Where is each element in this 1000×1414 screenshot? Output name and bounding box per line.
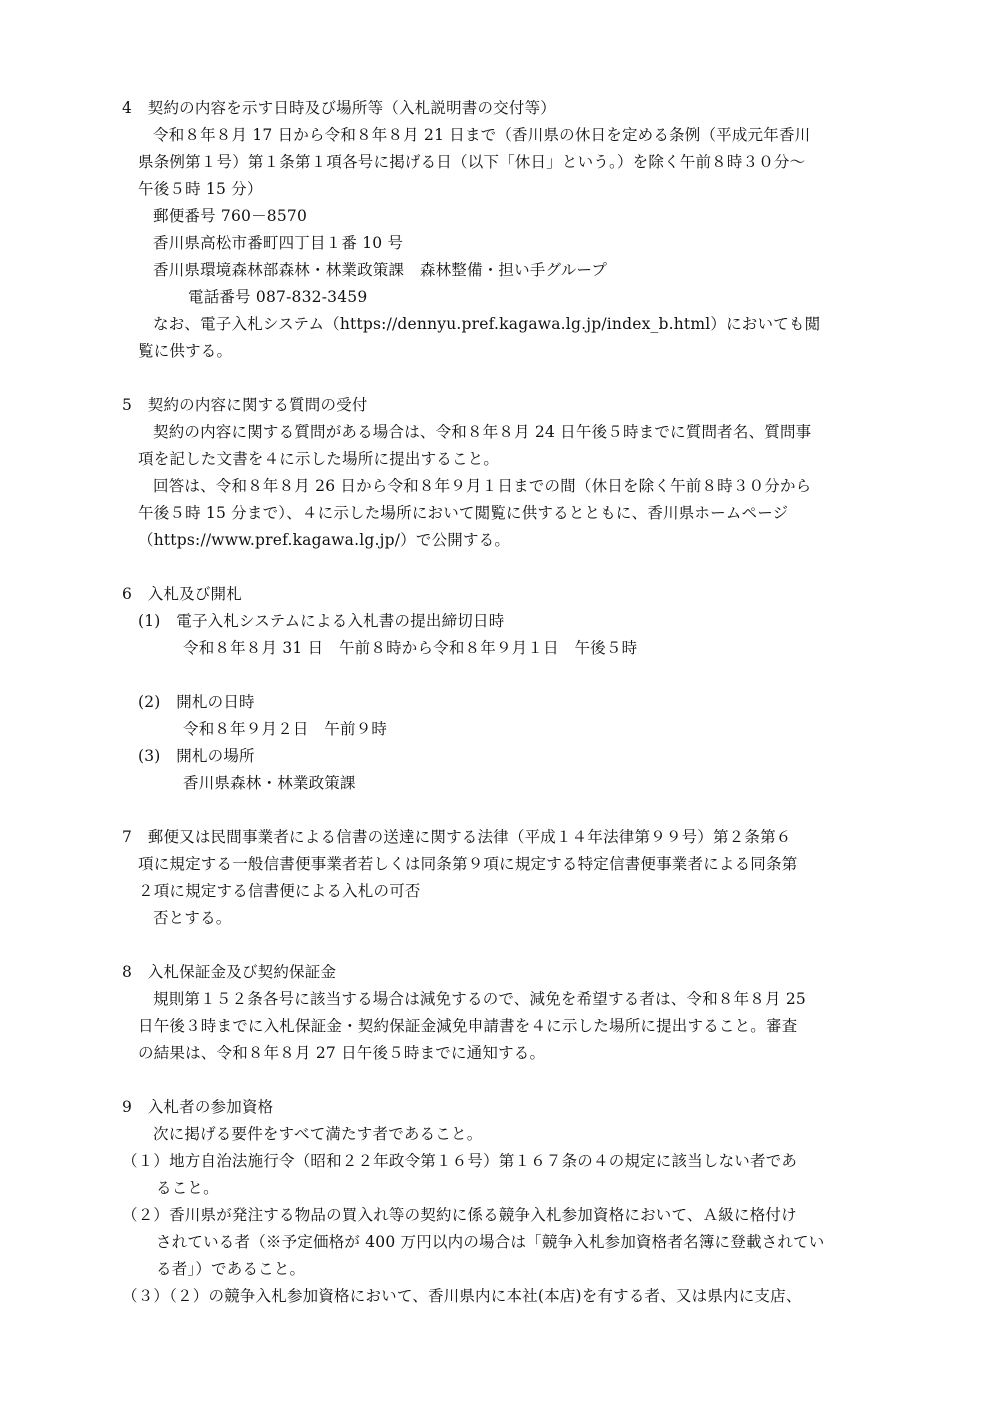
section-9-text: る者」）であること。 <box>156 1260 306 1278</box>
section-9-item-1: （１）地方自治法施行令（昭和２２年政令第１６号）第１６７条の４の規定に該当しない者であ <box>122 1152 798 1170</box>
section-4-text: なお、電子入札システム（https://dennyu.pref.kagawa.lg.jp/index_b.html）においても閲 <box>153 315 821 333</box>
section-7-text: 項に規定する一般信書便事業者若しくは同条第９項に規定する特定信書便事業者による同条第 <box>138 855 798 873</box>
section-9-item-2: （２）香川県が発注する物品の買入れ等の契約に係る競争入札参加資格において、Ａ級に格付け <box>122 1206 797 1224</box>
section-8-heading: 8 入札保証金及び契約保証金 <box>122 963 337 981</box>
section-6-item-2: (2) 開札の日時 <box>138 693 255 711</box>
section-5-text: （https://www.pref.kagawa.lg.jp/）で公開する。 <box>138 531 511 549</box>
section-8-text: 規則第１５２条各号に該当する場合は減免するので、減免を希望する者は、令和８年８月 25 <box>153 990 806 1008</box>
section-9-text: 次に掲げる要件をすべて満たす者であること。 <box>153 1125 483 1143</box>
section-9-text: されている者（※予定価格が 400 万円以内の場合は「競争入札参加資格者名簿に登載されてい <box>156 1233 825 1251</box>
section-5-text: 項を記した文書を４に示した場所に提出すること。 <box>138 450 500 468</box>
phone-number: 電話番号 087-832-3459 <box>188 288 368 306</box>
section-6-text: 令和８年８月 31 日 午前８時から令和８年９月１日 午後５時 <box>183 639 638 657</box>
section-4-text: 覧に供する。 <box>138 342 233 360</box>
section-8-text: 日午後３時までに入札保証金・契約保証金減免申請書を４に示した場所に提出すること。審査 <box>138 1017 798 1035</box>
section-6-item-3: (3) 開札の場所 <box>138 747 255 765</box>
section-7-text: ２項に規定する信書便による入札の可否 <box>138 882 421 900</box>
section-7-text: 否とする。 <box>153 909 232 927</box>
section-4-text: 午後５時 15 分） <box>138 180 263 198</box>
section-5-text: 契約の内容に関する質問がある場合は、令和８年８月 24 日午後５時までに質問者名、質問事 <box>153 423 812 441</box>
section-6-text: 令和８年９月２日 午前９時 <box>183 720 388 738</box>
department: 香川県環境森林部森林・林業政策課 森林整備・担い手グループ <box>153 261 608 279</box>
section-8-text: の結果は、令和８年８月 27 日午後５時までに通知する。 <box>138 1044 546 1062</box>
section-7-heading: 7 郵便又は民間事業者による信書の送達に関する法律（平成１４年法律第９９号）第２条第６ <box>122 828 792 846</box>
section-6-text: 香川県森林・林業政策課 <box>183 774 356 792</box>
section-9-item-3: （３）（２）の競争入札参加資格において、香川県内に本社(本店)を有する者、又は県内に支店、 <box>122 1287 802 1305</box>
section-9-text: ること。 <box>156 1179 219 1197</box>
section-4-heading: 4 契約の内容を示す日時及び場所等（入札説明書の交付等） <box>122 99 556 117</box>
postal-code: 郵便番号 760－8570 <box>153 207 308 225</box>
section-6-heading: 6 入札及び開札 <box>122 585 242 603</box>
section-4-text: 県条例第１号）第１条第１項各号に掲げる日（以下「休日」という。）を除く午前８時３０分～ <box>138 153 806 171</box>
section-5-heading: 5 契約の内容に関する質問の受付 <box>122 396 368 414</box>
section-5-text: 午後５時 15 分まで）、４に示した場所において閲覧に供するとともに、香川県ホームページ <box>138 504 789 522</box>
section-4-text: 令和８年８月 17 日から令和８年８月 21 日まで（香川県の休日を定める条例（平成元年香川 <box>153 126 811 144</box>
section-6-item-1: (1) 電子入札システムによる入札書の提出締切日時 <box>138 612 505 630</box>
address: 香川県高松市番町四丁目１番 10 号 <box>153 234 404 252</box>
section-5-text: 回答は、令和８年８月 26 日から令和８年９月１日までの間（休日を除く午前８時３０分から <box>153 477 812 495</box>
section-9-heading: 9 入札者の参加資格 <box>122 1098 274 1116</box>
